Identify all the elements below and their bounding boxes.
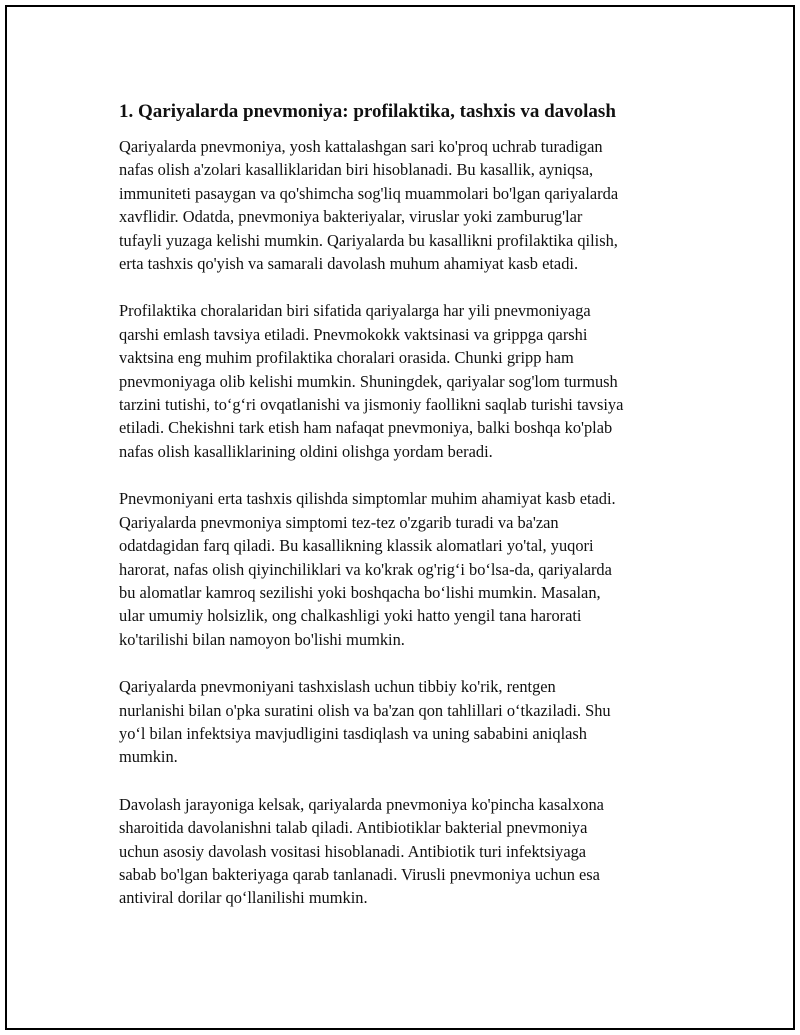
text-line: nurlanishi bilan o'pka suratini olish va ba'zan qon tahlillari o‘tkaziladi. Shu	[119, 700, 611, 720]
text-line: uchun asosiy davolash vositasi hisoblanadi. Antibiotik turi infektsiyaga	[119, 841, 587, 861]
text-line: pnevmoniyaga olib kelishi mumkin. Shuningdek, qariyalar sog'lom turmush	[119, 371, 618, 391]
page-frame	[5, 5, 795, 1030]
paragraph	[119, 793, 699, 910]
paragraph	[119, 299, 699, 463]
text-line: nafas olish a'zolari kasalliklaridan biri hisoblanadi. Bu kasallik, ayniqsa,	[119, 160, 594, 180]
text-line: vaktsina eng muhim profilaktika choralari orasida. Chunki gripp ham	[119, 348, 574, 368]
text-line: ko'tarilishi bilan namoyon bo'lishi mumkin.	[119, 629, 405, 649]
paragraph	[119, 487, 699, 651]
paragraph-list	[119, 135, 699, 910]
text-line: tufayli yuzaga kelishi mumkin. Qariyalarda bu kasallikni profilaktika qilish,	[119, 230, 618, 250]
paragraph	[119, 135, 699, 275]
text-line: tarzini tutishi, to‘g‘ri ovqatlanishi va jismoniy faollikni saqlab turishi tavsiya	[119, 395, 624, 415]
text-line: erta tashxis qo'yish va samarali davolash muhum ahamiyat kasb etadi.	[119, 254, 579, 274]
document-body	[119, 99, 699, 934]
text-line: immuniteti pasaygan va qo'shimcha sog'liq muammolari bo'lgan qariyalarda	[119, 183, 619, 203]
text-line: Qariyalarda pnevmoniyani tashxislash uchun tibbiy ko'rik, rentgen	[119, 677, 556, 697]
text-line: xavflidir. Odatda, pnevmoniya bakteriyalar, viruslar yoki zamburug'lar	[119, 207, 583, 227]
text-line: ular umumiy holsizlik, ong chalkashligi yoki hatto yengil tana harorati	[119, 606, 582, 626]
text-line: Qariyalarda pnevmoniya simptomi tez-tez o'zgarib turadi va ba'zan	[119, 512, 559, 532]
text-line: qarshi emlash tavsiya etiladi. Pnevmokokk vaktsinasi va grippga qarshi	[119, 324, 588, 344]
text-line: sharoitida davolanishni talab qiladi. Antibiotiklar bakterial pnevmoniya	[119, 818, 588, 838]
text-line: yo‘l bilan infektsiya mavjudligini tasdiqlash va uning sababini aniqlash	[119, 723, 587, 743]
text-line: bu alomatlar kamroq sezilishi yoki boshqacha bo‘lishi mumkin. Masalan,	[119, 582, 601, 602]
text-line: harorat, nafas olish qiyinchiliklari va ko'krak og'rig‘i bo‘lsa-da, qariyalarda	[119, 559, 612, 579]
text-line: Davolash jarayoniga kelsak, qariyalarda pnevmoniya ko'pincha kasalxona	[119, 794, 604, 814]
text-line: Profilaktika choralaridan biri sifatida qariyalarga har yili pnevmoniyaga	[119, 301, 591, 321]
text-line: mumkin.	[119, 747, 178, 767]
text-line: antiviral dorilar qo‘llanilishi mumkin.	[119, 888, 368, 908]
text-line: etiladi. Chekishni tark etish ham nafaqat pnevmoniya, balki boshqa ko'plab	[119, 418, 613, 438]
document-title: 1. Qariyalarda pnevmoniya: profilaktika, tashxis va davolash	[119, 101, 616, 122]
text-line: nafas olish kasalliklarining oldini olishga yordam beradi.	[119, 441, 493, 461]
text-line: sabab bo'lgan bakteriyaga qarab tanlanadi. Virusli pnevmoniya uchun esa	[119, 864, 600, 884]
text-line: Qariyalarda pnevmoniya, yosh kattalashgan sari ko'proq uchrab turadigan	[119, 137, 603, 156]
text-line: odatdagidan farq qiladi. Bu kasallikning klassik alomatlari yo'tal, yuqori	[119, 536, 594, 556]
text-line: Pnevmoniyani erta tashxis qilishda simptomlar muhim ahamiyat kasb etadi.	[119, 489, 616, 509]
paragraph	[119, 675, 699, 769]
